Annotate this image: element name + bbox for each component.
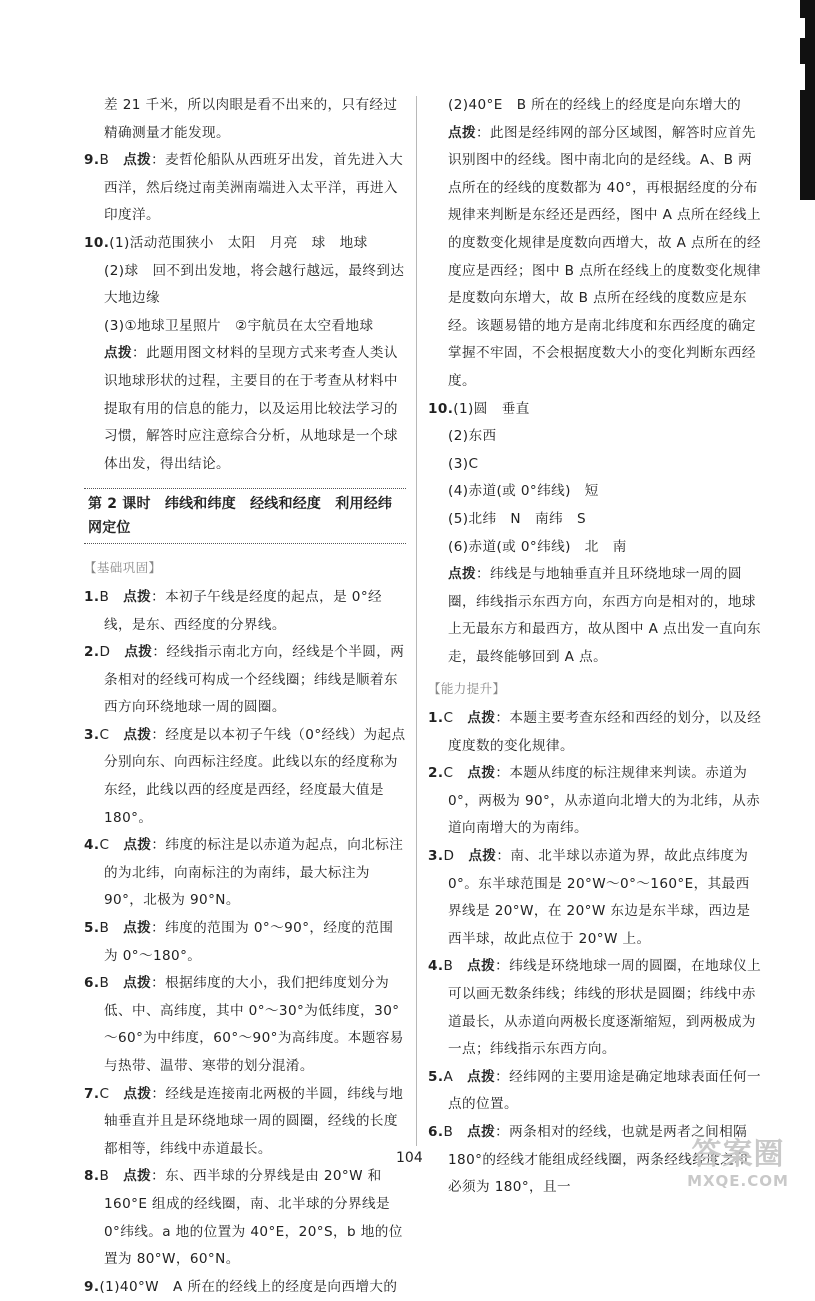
- right-column: [428, 92, 762, 1202]
- hint-text: 两条相对的经线，也就是两者之间相隔 180°的经线才能组成经线圈，两条经线经度之和必须为 180°，且一: [448, 1123, 749, 1196]
- sub-answer: (2)40°E B 所在的经线上的经度是向东增大的: [448, 97, 742, 113]
- hint-label: 点拨: [123, 1085, 152, 1102]
- answer-item: 4.C 点拨：纬度的标注是以赤道为起点，向北标注的为北纬，向南标注的为南纬，最大标注为 90°，北极为 90°N。: [84, 837, 404, 909]
- answer-item: 1.C 点拨：本题主要考查东经和西经的划分，以及经度度数的变化规律。: [428, 710, 762, 754]
- answer-item: 2.D 点拨：经线指示南北方向，经线是个半圆，两条相对的经线可构成一个经线圈；纬线是顺着东西方向环绕地球一周的圆圈。: [84, 644, 405, 716]
- sub-answer: (3)①地球卫星照片 ②宇航员在太空看地球: [104, 317, 374, 334]
- item-answer: D: [99, 644, 111, 661]
- answer-item: 7.C 点拨：经线是连接南北两极的半圆，纬线与地轴垂直并且是环绕地球一周的圆圈，经线的长度都相等，纬线中赤道最长。: [84, 1085, 404, 1157]
- paragraph-continuation: 差 21 千米，所以肉眼是看不出来的，只有经过精确测量才能发现。: [104, 97, 398, 141]
- answer-item: [84, 1274, 406, 1301]
- item-answer: B: [443, 1123, 454, 1140]
- item-answer: D: [443, 848, 455, 865]
- sub-answer: (2)球 回不到出发地，将会越行越远，最终到达大地边缘: [104, 262, 405, 307]
- column-divider: [416, 96, 417, 1146]
- hint-text: 此图是经纬网的部分区域图，解答时应首先识别图中的经线。图中南北向的是经线。A、B 两点所在的经线的度数都为 40°，再根据经度的分布规律来判断是东经还是西经，图中 A 点所在经线上的度数变化规律是度数向西增大，故 A 点所在的经度应是西经；图中 B 点所在经线上的度数变化规律是度数向东增大，故 B 点所在经线的度数应是东经。该题易错的地方是南北纬度和东西经度的确定掌握不牢固，不会根据度数大小的变化判断东西经度。: [448, 124, 762, 389]
- hint-label: 点拨: [468, 848, 497, 865]
- hint-label: 点拨: [467, 765, 496, 782]
- sub-answer: (1)活动范围狭小 太阳 月亮 球 地球: [109, 234, 368, 251]
- page-number: 104: [396, 1150, 423, 1166]
- answer-item: 3.C 点拨：经度是以本初子午线（0°经线）为起点分别向东、向西标注经度。此线以东的经度称为东经，此线以西的经度是西经，经度最大值是 180°。: [84, 726, 406, 826]
- hint-text: 经线是连接南北两极的半圆，纬线与地轴垂直并且是环绕地球一周的圆圈，经线的长度都相等，纬线中赤道最长。: [104, 1085, 404, 1157]
- item-number: 5.: [84, 920, 100, 937]
- item-number: 1.: [84, 588, 100, 605]
- page-edge-notch: [793, 64, 805, 90]
- hint-text: 纬度的标注是以赤道为起点，向北标注的为北纬，向南标注的为南纬，最大标注为 90°，北极为 90°N。: [104, 837, 404, 909]
- watermark-logo: [668, 1138, 808, 1196]
- item-answer: C: [443, 710, 454, 727]
- item-answer: B: [99, 152, 110, 169]
- sub-answer: (1)圆 垂直: [453, 400, 530, 417]
- hint-label: 点拨: [104, 345, 132, 362]
- hint-label: 点拨: [124, 644, 153, 661]
- hint-text: 此题用图文材料的呈现方式来考查人类认识地球形状的过程，主要目的在于考查从材料中提取有用的信息的能力，以及运用比较法学习的习惯，解答时应注意综合分析，从地球是一个球体出发，得出结论。: [104, 345, 398, 472]
- item-number: 8.: [84, 1168, 100, 1185]
- item-answer: C: [99, 837, 110, 854]
- sub-answer: (6)赤道(或 0°纬线) 北 南: [448, 538, 627, 555]
- item-number: 3.: [428, 848, 444, 865]
- watermark-url: MXQE.COM: [687, 1172, 789, 1190]
- hint-label: 点拨: [123, 1168, 152, 1185]
- item-answer: C: [99, 726, 110, 743]
- hint-label: 点拨: [467, 1068, 496, 1085]
- hint-paragraph: 点拨：此题用图文材料的呈现方式来考查人类认识地球形状的过程，主要目的在于考查从材料中提取有用的信息的能力，以及运用比较法学习的习惯，解答时应注意综合分析，从地球是一个球体出发，得出结论。: [104, 345, 398, 472]
- hint-text: 经纬网的主要用途是确定地球表面任何一点的位置。: [448, 1068, 762, 1113]
- item-answer: B: [99, 920, 110, 937]
- hint-text: 根据纬度的大小，我们把纬度划分为低、中、高纬度，其中 0°～30°为低纬度，30°～60°为中纬度，60°～90°为高纬度。本题容易与热带、温带、寒带的划分混淆。: [104, 975, 404, 1074]
- item-number: 5.: [428, 1068, 444, 1085]
- item-number: 4.: [428, 958, 444, 975]
- hint-text: 麦哲伦船队从西班牙出发，首先进入大西洋，然后绕过南美洲南端进入太平洋，再进入印度洋。: [104, 152, 404, 224]
- item-number: 3.: [84, 726, 100, 743]
- watermark-text: 答案圈: [691, 1137, 785, 1172]
- hint-label: 点拨: [467, 710, 496, 727]
- item-number: 2.: [84, 644, 100, 661]
- section-tag: 【基础巩固】: [84, 560, 162, 576]
- item-number: 4.: [84, 837, 100, 854]
- item-answer: B: [99, 975, 110, 992]
- answer-item: 6.B 点拨：根据纬度的大小，我们把纬度划分为低、中、高纬度，其中 0°～30°为低纬度，30°～60°为中纬度，60°～90°为高纬度。本题容易与热带、温带、寒带的划分混淆。: [84, 975, 404, 1074]
- item-number: 2.: [428, 765, 444, 782]
- answer-item: 6.B 点拨：两条相对的经线，也就是两者之间相隔 180°的经线才能组成经线圈，两条经线经度之和必须为 180°，且一: [428, 1123, 749, 1196]
- answer-item: [428, 396, 762, 424]
- item-number: 9.: [84, 1278, 100, 1295]
- hint-text: 纬线是环绕地球一周的圆圈，在地球仪上可以画无数条纬线；纬线的形状是圆圈；纬线中赤道最长，从赤道向两极长度逐渐缩短，到两极成为一点；纬线指示东西方向。: [448, 958, 762, 1058]
- item-answer: B: [99, 1168, 110, 1185]
- sub-answer: (5)北纬 N 南纬 S: [448, 510, 587, 527]
- hint-text: 本题主要考查东经和西经的划分，以及经度度数的变化规律。: [448, 710, 762, 754]
- item-number: 9.: [84, 152, 100, 169]
- answer-item: 4.B 点拨：纬线是环绕地球一周的圆圈，在地球仪上可以画无数条纬线；纬线的形状是圆圈；纬线中赤道最长，从赤道向两极长度逐渐缩短，到两极成为一点；纬线指示东西方向。: [428, 958, 762, 1058]
- hint-label: 点拨: [467, 1123, 496, 1140]
- hint-text: 东、西半球的分界线是由 20°W 和 160°E 组成的经线圈，南、北半球的分界线是 0°纬线。a 地的位置为 40°E，20°S，b 地的位置为 80°W，60°N。: [104, 1168, 403, 1268]
- section-tag: 【能力提升】: [428, 681, 506, 697]
- hint-label: 点拨: [123, 920, 152, 937]
- answer-item: 3.D 点拨：南、北半球以赤道为界，故此点纬度为 0°。东半球范围是 20°W～0°～160°E，其最西界线是 20°W，在 20°W 东边是东半球，西边是西半球，故此点位于 20°W 上。: [428, 848, 751, 947]
- hint-text: 纬度的范围为 0°～90°，经度的范围为 0°～180°。: [104, 920, 394, 964]
- item-number: 10.: [84, 234, 110, 251]
- answer-item: 5.A 点拨：经纬网的主要用途是确定地球表面任何一点的位置。: [428, 1068, 762, 1113]
- hint-text: 本初子午线是经度的起点，是 0°经线，是东、西经度的分界线。: [104, 588, 383, 633]
- item-number: 7.: [84, 1085, 100, 1102]
- item-answer: (1)40°W A 所在的经线上的经度是向西增大的: [99, 1278, 398, 1295]
- hint-label: 点拨: [123, 152, 152, 169]
- item-answer: B: [443, 958, 454, 975]
- item-number: 10.: [428, 400, 454, 417]
- answer-item: 8.B 点拨：东、西半球的分界线是由 20°W 和 160°E 组成的经线圈，南、北半球的分界线是 0°纬线。a 地的位置为 40°E，20°S，b 地的位置为 80°W，60°N。: [84, 1168, 403, 1268]
- hint-paragraph: 点拨：此图是经纬网的部分区域图，解答时应首先识别图中的经线。图中南北向的是经线。A、B 两点所在的经线的度数都为 40°，再根据经度的分布规律来判断是东经还是西经，图中 A 点所在经线上的度数变化规律是度数向西增大，故 A 点所在的经度应是西经；图中 B 点所在经线上的度数变化规律是度数向东增大，故 B 点所在经线的度数应是东经。该题易错的地方是南北纬度和东西经度的确定掌握不牢固，不会根据度数大小的变化判断东西经度。: [448, 124, 762, 389]
- item-answer: C: [99, 1085, 110, 1102]
- hint-label: 点拨: [123, 975, 152, 992]
- item-number: 6.: [428, 1123, 444, 1140]
- page-edge-notch: [793, 18, 805, 38]
- hint-text: 本题从纬度的标注规律来判读。赤道为 0°，两极为 90°，从赤道向北增大的为北纬，从赤道向南增大的为南纬。: [448, 765, 761, 837]
- item-number: 1.: [428, 710, 444, 727]
- item-answer: B: [99, 588, 110, 605]
- answer-item: 1.B 点拨：本初子午线是经度的起点，是 0°经线，是东、西经度的分界线。: [84, 588, 383, 633]
- sub-answer: (2)东西: [448, 428, 497, 445]
- left-column: [84, 92, 406, 1301]
- hint-paragraph: 点拨：纬线是与地轴垂直并且环绕地球一周的圆圈，纬线指示东西方向，东西方向是相对的，地球上无最东方和最西方，故从图中 A 点出发一直向东走，最终能够回到 A 点。: [448, 566, 762, 665]
- hint-text: 经线指示南北方向，经线是个半圆，两条相对的经线可构成一个经线圈；纬线是顺着东西方向环绕地球一周的圆圈。: [104, 644, 405, 716]
- answer-item: [84, 230, 406, 258]
- hint-label: 点拨: [123, 588, 152, 605]
- sub-answer: (4)赤道(或 0°纬线) 短: [448, 483, 599, 500]
- hint-label: 点拨: [448, 566, 476, 583]
- hint-text: 经度是以本初子午线（0°经线）为起点分别向东、向西标注经度。此线以东的经度称为东经，此线以西的经度是西经，经度最大值是 180°。: [104, 726, 406, 826]
- hint-text: 南、北半球以赤道为界，故此点纬度为 0°。东半球范围是 20°W～0°～160°E，其最西界线是 20°W，在 20°W 东边是东半球，西边是西半球，故此点位于 20°W 上。: [448, 848, 751, 947]
- hint-label: 点拨: [467, 958, 496, 975]
- hint-label: 点拨: [448, 124, 476, 141]
- answer-item: 2.C 点拨：本题从纬度的标注规律来判读。赤道为 0°，两极为 90°，从赤道向北增大的为北纬，从赤道向南增大的为南纬。: [428, 765, 761, 837]
- hint-text: 纬线是与地轴垂直并且环绕地球一周的圆圈，纬线指示东西方向，东西方向是相对的，地球上无最东方和最西方，故从图中 A 点出发一直向东走，最终能够回到 A 点。: [448, 566, 762, 665]
- sub-answer: (3)C: [448, 455, 479, 472]
- answer-item: 5.B 点拨：纬度的范围为 0°～90°，经度的范围为 0°～180°。: [84, 920, 394, 964]
- answer-item: 9.B 点拨：麦哲伦船队从西班牙出发，首先进入大西洋，然后绕过南美洲南端进入太平洋，再进入印度洋。: [84, 152, 404, 224]
- hint-label: 点拨: [123, 837, 152, 854]
- item-number: 6.: [84, 975, 100, 992]
- item-answer: C: [443, 765, 454, 782]
- item-answer: A: [443, 1068, 454, 1085]
- section-title: 第 2 课时 纬线和纬度 经线和经度 利用经纬网定位: [84, 488, 406, 544]
- hint-label: 点拨: [123, 726, 152, 743]
